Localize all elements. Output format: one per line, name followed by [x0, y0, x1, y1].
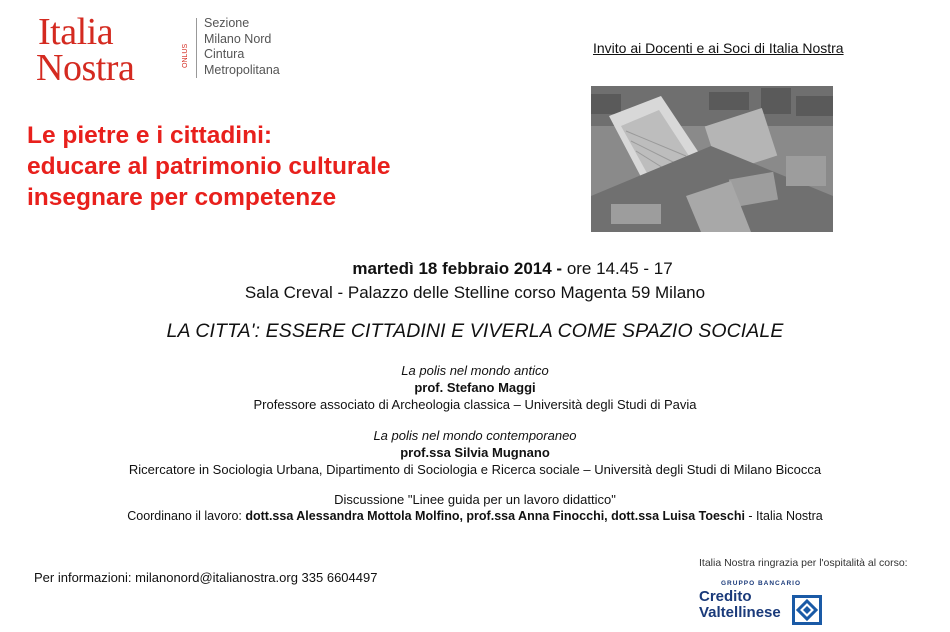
- contact-info: Per informazioni: milanonord@italianostra.org 335 6604497: [34, 570, 378, 585]
- title-line: educare al patrimonio culturale: [27, 153, 391, 180]
- sponsor-name-line: Credito: [699, 588, 752, 605]
- logo-word-italia: Italia: [38, 11, 114, 53]
- discussion-title: Discussione "Linee guida per un lavoro didattico": [334, 492, 616, 507]
- sponsor-name: [699, 589, 781, 621]
- discussion-block: [0, 491, 950, 525]
- logo-word-nostra: Nostra: [36, 47, 135, 89]
- talk-block: [0, 362, 950, 413]
- thanks-note: Italia Nostra ringrazia per l'ospitalità al corso:: [699, 557, 908, 569]
- aerial-city-photo: [591, 86, 833, 232]
- event-time: ore 14.45 - 17: [562, 259, 673, 278]
- event-datetime: [0, 259, 950, 279]
- talk-speaker: prof.ssa Silvia Mugnano: [400, 445, 550, 460]
- logo-section-line: Sezione: [204, 16, 250, 30]
- sponsor-logo: [699, 580, 829, 626]
- talk-topic: La polis nel mondo antico: [401, 363, 549, 378]
- logo-section-line: Milano Nord: [204, 31, 272, 46]
- invitation-heading: Invito ai Docenti e ai Soci di Italia Nostra: [593, 40, 844, 56]
- coord-prefix: Coordinano il lavoro:: [127, 509, 246, 523]
- event-subtitle: LA CITTA': ESSERE CITTADINI E VIVERLA COME SPAZIO SOCIALE: [166, 320, 784, 342]
- logo-divider: [196, 18, 197, 78]
- talk-speaker: prof. Stefano Maggi: [414, 380, 536, 395]
- sponsor-group: GRUPPO BANCARIO: [721, 580, 802, 587]
- title-line: insegnare per competenze: [27, 184, 337, 211]
- talk-block: [0, 427, 950, 478]
- italia-nostra-logo: [36, 11, 280, 89]
- sponsor-mark-icon: [792, 595, 822, 625]
- coord-names: dott.ssa Alessandra Mottola Molfino, prof.ssa Anna Finocchi, dott.ssa Luisa Toeschi: [245, 509, 745, 523]
- logo-section-line: Cintura: [204, 47, 245, 61]
- main-title: [27, 120, 391, 213]
- talk-speaker-role: Professore associato di Archeologia classica – Università degli Studi di Pavia: [253, 397, 697, 412]
- coordinators: [0, 508, 950, 525]
- event-venue: Sala Creval - Palazzo delle Stelline corso Magenta 59 Milano: [244, 283, 706, 302]
- sponsor-name-line: Valtellinese: [699, 604, 781, 621]
- title-line: Le pietre e i cittadini:: [27, 122, 273, 149]
- event-date: martedì 18 febbraio 2014 -: [352, 259, 563, 278]
- logo-section-line: Metropolitana: [204, 62, 280, 77]
- logo-onlus: ONLUS: [182, 43, 189, 68]
- logo-section-name: [204, 16, 280, 78]
- talk-topic: La polis nel mondo contemporaneo: [373, 428, 577, 443]
- talk-speaker-role: Ricercatore in Sociologia Urbana, Dipartimento di Sociologia e Ricerca sociale – Università degli Studi di Milano Bicocca: [128, 462, 822, 477]
- coord-suffix: - Italia Nostra: [744, 509, 823, 523]
